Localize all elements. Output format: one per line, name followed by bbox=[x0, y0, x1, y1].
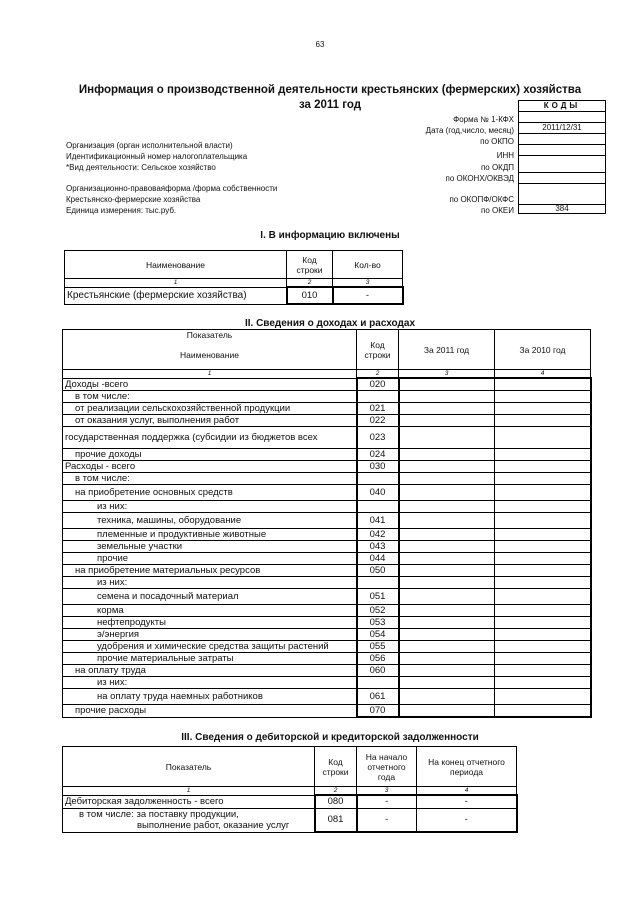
s2-row-code: 060 bbox=[357, 665, 399, 677]
s2-row bbox=[63, 415, 591, 427]
report-period: за 2011 год bbox=[298, 99, 362, 111]
s2-row-2011 bbox=[399, 473, 495, 485]
s2-row-code: 070 bbox=[357, 705, 399, 718]
s2-row-code: 053 bbox=[357, 617, 399, 629]
s2-row-code: 023 bbox=[357, 427, 399, 449]
s3-num-2: 2 bbox=[315, 787, 357, 796]
s2-row bbox=[63, 665, 591, 677]
s2-row-2010 bbox=[495, 629, 591, 641]
s2-row-name: из них: bbox=[63, 577, 357, 589]
s1-row-code: 010 bbox=[287, 287, 333, 304]
s2-row-2010 bbox=[495, 473, 591, 485]
s2-row-code: 050 bbox=[357, 565, 399, 577]
s2-row-2010 bbox=[495, 501, 591, 513]
s2-row-name: из них: bbox=[63, 501, 357, 513]
section1-title: I. В информацию включены bbox=[260, 230, 400, 241]
okdp-label: по ОКДП bbox=[480, 163, 514, 172]
s2-row-2011 bbox=[399, 529, 495, 541]
s2-row bbox=[63, 403, 591, 415]
s2-row-code: 052 bbox=[357, 605, 399, 617]
s2-row-2010 bbox=[495, 665, 591, 677]
s2-row bbox=[63, 541, 591, 553]
report-title: Информация о производственной деятельности крестьянских (фермерских) хозяйства bbox=[78, 84, 582, 96]
s2-row bbox=[63, 677, 591, 689]
s1-num-2: 2 bbox=[287, 279, 333, 288]
s2-row-2011 bbox=[399, 705, 495, 718]
s3-row1-name: Дебиторская задолженность - всего bbox=[63, 795, 315, 808]
s2-row-2011 bbox=[399, 629, 495, 641]
s2-row-name: корма bbox=[63, 605, 357, 617]
s2-row-2010 bbox=[495, 689, 591, 705]
s2-row-2011 bbox=[399, 641, 495, 653]
s2-row-2010 bbox=[495, 565, 591, 577]
org-label: Организация (орган исполнительной власти) bbox=[66, 141, 233, 150]
s2-row-name: прочие расходы bbox=[63, 705, 357, 718]
code-okdp bbox=[519, 162, 605, 173]
unit-label: Единица измерения: тыс.руб. bbox=[66, 206, 177, 215]
code-inn bbox=[519, 145, 605, 156]
s2-row-2011 bbox=[399, 553, 495, 565]
s2-row-2010 bbox=[495, 529, 591, 541]
s1-row-qty: - bbox=[333, 287, 403, 304]
s2-row-2010 bbox=[495, 461, 591, 473]
s2-row-code bbox=[357, 677, 399, 689]
s2-row-code: 056 bbox=[357, 653, 399, 665]
s2-row-code: 030 bbox=[357, 461, 399, 473]
s2-col-name: Наименование bbox=[63, 341, 357, 370]
s2-row-2010 bbox=[495, 415, 591, 427]
s1-num-3: 3 bbox=[333, 279, 403, 288]
s2-num-4: 4 bbox=[495, 370, 591, 379]
s2-row bbox=[63, 391, 591, 403]
s1-row-name: Крестьянские (фермерские хозяйства) bbox=[65, 287, 287, 304]
s2-col-2010: За 2010 год bbox=[495, 330, 591, 370]
s2-row bbox=[63, 641, 591, 653]
section1-table bbox=[64, 250, 404, 305]
s3-col-code: Код строки bbox=[315, 747, 357, 787]
s3-row2-code: 081 bbox=[315, 808, 357, 832]
s2-body bbox=[63, 378, 591, 717]
s3-col-end: На конец отчетного периода bbox=[417, 747, 517, 787]
s2-row-name: на приобретение материальных ресурсов bbox=[63, 565, 357, 577]
s2-row-code: 051 bbox=[357, 589, 399, 605]
s2-row-2011 bbox=[399, 653, 495, 665]
s2-row-code: 040 bbox=[357, 485, 399, 501]
section3-title: III. Сведения о дебиторской и кредиторской задолженности bbox=[181, 732, 479, 743]
s2-row-code: 043 bbox=[357, 541, 399, 553]
s2-row bbox=[63, 501, 591, 513]
s2-row-name: на оплату труда наемных работников bbox=[63, 689, 357, 705]
s3-row2-name-line2: выполнение работ, оказание услуг bbox=[137, 820, 290, 831]
s3-row2-start: - bbox=[357, 808, 417, 832]
s2-row-2010 bbox=[495, 553, 591, 565]
s2-row-2011 bbox=[399, 541, 495, 553]
inn-full-label: Идентификационный номер налогоплательщика bbox=[66, 152, 248, 161]
s2-row-2011 bbox=[399, 677, 495, 689]
s2-row-code: 061 bbox=[357, 689, 399, 705]
s2-row-2011 bbox=[399, 617, 495, 629]
s2-row bbox=[63, 427, 591, 449]
s2-row-2010 bbox=[495, 449, 591, 461]
s2-row-name: прочие bbox=[63, 553, 357, 565]
s2-row-2011 bbox=[399, 565, 495, 577]
s2-row-2010 bbox=[495, 705, 591, 718]
s1-num-1: 1 bbox=[65, 279, 287, 288]
s2-row-code: 055 bbox=[357, 641, 399, 653]
s2-row-code: 024 bbox=[357, 449, 399, 461]
s2-col-indicator: Показатель bbox=[63, 330, 357, 341]
okopf-label: по ОКОПФ/ОКФС bbox=[449, 195, 514, 204]
s2-row-2011 bbox=[399, 449, 495, 461]
s2-row-2010 bbox=[495, 541, 591, 553]
s3-col-indicator: Показатель bbox=[63, 747, 315, 787]
s2-col-code: Код строки bbox=[357, 330, 399, 370]
s2-row bbox=[63, 485, 591, 501]
s2-row bbox=[63, 629, 591, 641]
s2-row-2010 bbox=[495, 589, 591, 605]
s2-row-name: техника, машины, оборудование bbox=[63, 513, 357, 529]
s3-col-start: На начало отчетного года bbox=[357, 747, 417, 787]
codes-header: КОДЫ bbox=[518, 100, 606, 112]
s2-row-code: 041 bbox=[357, 513, 399, 529]
s2-row-name: земельные участки bbox=[63, 541, 357, 553]
s2-row-name: семена и посадочный материал bbox=[63, 589, 357, 605]
s2-row-code: 020 bbox=[357, 378, 399, 391]
s2-row-code: 042 bbox=[357, 529, 399, 541]
s2-row-name: из них: bbox=[63, 677, 357, 689]
okonh-label: по ОКОНХ/ОКВЭД bbox=[445, 174, 514, 183]
s2-row-2010 bbox=[495, 427, 591, 449]
s2-row bbox=[63, 565, 591, 577]
s3-row1-code: 080 bbox=[315, 795, 357, 808]
s1-col-qty: Кол-во bbox=[333, 251, 403, 279]
s2-row-2011 bbox=[399, 415, 495, 427]
okpo-label: по ОКПО bbox=[480, 137, 514, 146]
s2-row-name: на приобретение основных средств bbox=[63, 485, 357, 501]
date-label: Дата (год,число, месяц) bbox=[425, 126, 514, 135]
s2-row-2010 bbox=[495, 605, 591, 617]
s2-row-name: Доходы -всего bbox=[63, 378, 357, 391]
s2-row-name: в том числе: bbox=[63, 391, 357, 403]
s2-row-2011 bbox=[399, 391, 495, 403]
s2-row-2010 bbox=[495, 485, 591, 501]
s2-row-name: прочие доходы bbox=[63, 449, 357, 461]
s2-row-2010 bbox=[495, 677, 591, 689]
code-okpo bbox=[519, 134, 605, 145]
s2-row-name: нефтепродукты bbox=[63, 617, 357, 629]
s2-row-2011 bbox=[399, 501, 495, 513]
s2-row-code: 022 bbox=[357, 415, 399, 427]
s2-row bbox=[63, 653, 591, 665]
okei-label: по ОКЕИ bbox=[481, 206, 514, 215]
s2-row bbox=[63, 617, 591, 629]
s2-row-2011 bbox=[399, 485, 495, 501]
s2-row-name: Расходы - всего bbox=[63, 461, 357, 473]
s3-num-1: 1 bbox=[63, 787, 315, 796]
s3-num-4: 4 bbox=[417, 787, 517, 796]
s3-row2-name bbox=[63, 808, 315, 832]
s2-row-code bbox=[357, 473, 399, 485]
s2-row bbox=[63, 689, 591, 705]
code-date: 2011/12/31 bbox=[519, 123, 605, 134]
s2-row-name: удобрения и химические средства защиты растений bbox=[63, 641, 357, 653]
s2-row-2010 bbox=[495, 391, 591, 403]
s2-row-2010 bbox=[495, 378, 591, 391]
s2-row-name: на оплату труда bbox=[63, 665, 357, 677]
s2-row bbox=[63, 378, 591, 391]
s2-row-2011 bbox=[399, 427, 495, 449]
s3-row1-start: - bbox=[357, 795, 417, 808]
s2-row-name: государственная поддержка (субсидии из бюджетов всех bbox=[63, 427, 357, 449]
s2-row-2011 bbox=[399, 665, 495, 677]
s2-num-3: 3 bbox=[399, 370, 495, 379]
s2-row-2010 bbox=[495, 641, 591, 653]
s2-row-2011 bbox=[399, 577, 495, 589]
s2-row-code bbox=[357, 391, 399, 403]
legal-form-value: Крестьянско-фермерские хозяйства bbox=[66, 195, 201, 204]
s2-row bbox=[63, 529, 591, 541]
s2-row-2010 bbox=[495, 617, 591, 629]
s2-row bbox=[63, 605, 591, 617]
codes-box bbox=[518, 112, 606, 214]
s2-row bbox=[63, 553, 591, 565]
s2-row-code bbox=[357, 501, 399, 513]
s2-row-2010 bbox=[495, 513, 591, 529]
s2-row-name: прочие материальные затраты bbox=[63, 653, 357, 665]
s2-row-2011 bbox=[399, 461, 495, 473]
s2-row-2011 bbox=[399, 589, 495, 605]
section2-title: II. Сведения о доходах и расходах bbox=[244, 318, 416, 329]
page-number: 63 bbox=[315, 40, 325, 49]
s2-row bbox=[63, 449, 591, 461]
code-okonh bbox=[519, 173, 605, 184]
legal-form-label: Организационно-правоваяформа /форма собственности bbox=[66, 184, 278, 193]
s2-row-2011 bbox=[399, 689, 495, 705]
section3-table bbox=[62, 746, 518, 833]
s2-row bbox=[63, 513, 591, 529]
s2-row-name: от оказания услуг, выполнения работ bbox=[63, 415, 357, 427]
form-label: Форма № 1-КФХ bbox=[453, 115, 514, 124]
s2-num-1: 1 bbox=[63, 370, 357, 379]
s2-row-name: в том числе: bbox=[63, 473, 357, 485]
s2-row-name: от реализации сельскохозяйственной продукции bbox=[63, 403, 357, 415]
s2-row-code: 021 bbox=[357, 403, 399, 415]
s2-row bbox=[63, 705, 591, 718]
s2-row-code bbox=[357, 577, 399, 589]
s1-col-code: Код строки bbox=[287, 251, 333, 279]
s2-row-2010 bbox=[495, 577, 591, 589]
s2-row-name: э/энергия bbox=[63, 629, 357, 641]
s2-row bbox=[63, 589, 591, 605]
s2-row-2011 bbox=[399, 513, 495, 529]
s2-col-2011: За 2011 год bbox=[399, 330, 495, 370]
code-okei: 384 bbox=[555, 204, 569, 213]
inn-label: ИНН bbox=[496, 151, 514, 160]
s2-row-name: племенные и продуктивные животные bbox=[63, 529, 357, 541]
s2-num-2: 2 bbox=[357, 370, 399, 379]
s2-row bbox=[63, 577, 591, 589]
s2-row bbox=[63, 461, 591, 473]
s2-row-code: 054 bbox=[357, 629, 399, 641]
s1-col-name: Наименование bbox=[65, 251, 287, 279]
s3-row2-end: - bbox=[417, 808, 517, 832]
activity-label: *Вид деятельности: Сельское хозяйство bbox=[66, 163, 216, 172]
s2-row-2011 bbox=[399, 605, 495, 617]
s2-row-2011 bbox=[399, 403, 495, 415]
s2-row-code: 044 bbox=[357, 553, 399, 565]
s2-row-2010 bbox=[495, 403, 591, 415]
s2-row-2010 bbox=[495, 653, 591, 665]
s3-row1-end: - bbox=[417, 795, 517, 808]
s2-row bbox=[63, 473, 591, 485]
code-form bbox=[519, 112, 605, 123]
s3-num-3: 3 bbox=[357, 787, 417, 796]
s2-row-2011 bbox=[399, 378, 495, 391]
s3-row2-name-line1: в том числе: за поставку продукции, bbox=[79, 809, 239, 820]
section2-table bbox=[62, 329, 592, 718]
